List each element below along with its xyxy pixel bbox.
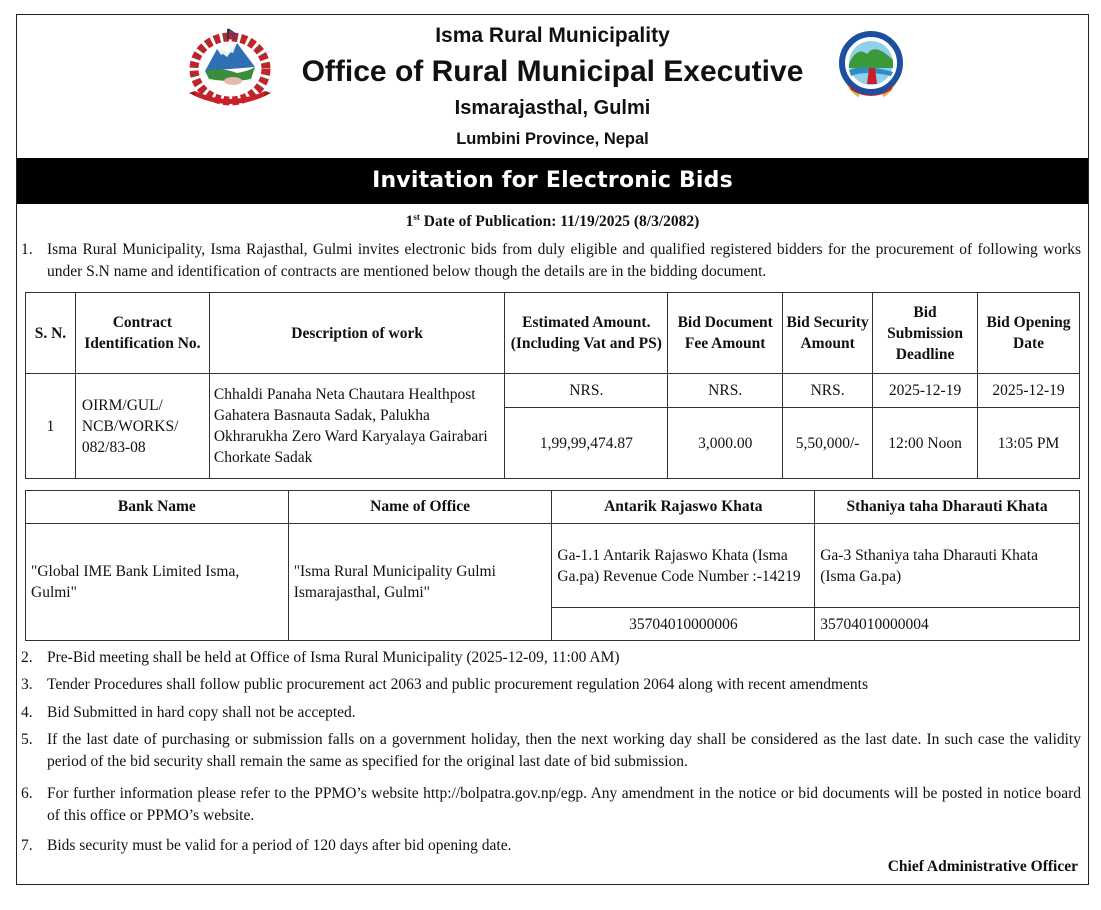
cell-doc-fee-amount: 3,000.00 bbox=[668, 408, 783, 479]
list-number: 1. bbox=[21, 241, 33, 258]
cell-estimated-currency: NRS. bbox=[505, 374, 668, 408]
list-number: 6. bbox=[21, 785, 33, 802]
table-header-row bbox=[26, 491, 1080, 524]
cell-description: Chhaldi Panaha Neta Chautara Healthpost Gahatera Basnauta Sadak, Palukha Okhrarukha Zero Ward Karyalaya Gairabari Chorkate Sadak bbox=[209, 374, 505, 479]
list-number: 4. bbox=[21, 704, 33, 721]
cell-submission-time: 12:00 Noon bbox=[873, 408, 978, 479]
intro-paragraph bbox=[21, 239, 1081, 283]
cell-sthaniya-account: 35704010000004 bbox=[815, 608, 1080, 641]
note-item bbox=[21, 647, 1081, 669]
cell-antarik-account: 35704010000006 bbox=[552, 608, 815, 641]
list-number: 2. bbox=[21, 649, 33, 666]
municipality-name: Isma Rural Municipality bbox=[435, 24, 670, 47]
note-text: Bids security must be valid for a period of 120 days after bid opening date. bbox=[47, 837, 512, 854]
list-number: 5. bbox=[21, 731, 33, 748]
note-text: Pre-Bid meeting shall be held at Office of Isma Rural Municipality (2025-12-09, 11:00 AM) bbox=[47, 649, 620, 666]
table-row bbox=[26, 374, 1080, 408]
col-header-office-name: Name of Office bbox=[288, 491, 552, 524]
note-item bbox=[21, 835, 1081, 857]
note-text: For further information please refer to the PPMO’s website http://bolpatra.gov.np/egp. Any amendment in the notice or bid documents will be posted in notice board of this office or PPMO’s website. bbox=[47, 785, 1081, 824]
publication-date bbox=[17, 212, 1088, 231]
contracts-table bbox=[25, 292, 1080, 479]
municipality-seal-icon bbox=[835, 28, 907, 104]
cell-opening-date: 2025-12-19 bbox=[978, 374, 1080, 408]
col-header-estimated-amount: Estimated Amount. (Including Vat and PS) bbox=[505, 293, 668, 374]
col-header-sn: S. N. bbox=[26, 293, 76, 374]
note-item bbox=[21, 674, 1081, 696]
publication-ordinal-suffix: st bbox=[413, 212, 420, 222]
table-row bbox=[26, 524, 1080, 608]
cell-submission-date: 2025-12-19 bbox=[873, 374, 978, 408]
col-header-opening-date: Bid Opening Date bbox=[978, 293, 1080, 374]
bank-accounts-table bbox=[25, 490, 1080, 641]
cell-office-name: "Isma Rural Municipality Gulmi Ismarajasthal, Gulmi" bbox=[288, 524, 552, 641]
cell-antarik-desc: Ga-1.1 Antarik Rajaswo Khata (Isma Ga.pa) Revenue Code Number :-14219 bbox=[552, 524, 815, 608]
note-item bbox=[21, 729, 1081, 773]
col-header-bank-name: Bank Name bbox=[26, 491, 289, 524]
note-text: Bid Submitted in hard copy shall not be accepted. bbox=[47, 704, 356, 721]
office-location: Ismarajasthal, Gulmi bbox=[454, 97, 651, 119]
table-header-row bbox=[26, 293, 1080, 374]
intro-text: Isma Rural Municipality, Isma Rajasthal, Gulmi invites electronic bids from duly eligible and qualified registered bidders for the procurement of following works under S.N name and identification of contracts are mentioned below though the details are in the bidding document. bbox=[47, 241, 1081, 280]
col-header-antarik-khata: Antarik Rajaswo Khata bbox=[552, 491, 815, 524]
col-header-bid-security: Bid Security Amount bbox=[783, 293, 873, 374]
note-text: Tender Procedures shall follow public procurement act 2063 and public procurement regulation 2064 along with recent amendments bbox=[47, 676, 869, 693]
publication-ordinal: 1 bbox=[405, 213, 414, 230]
list-number: 3. bbox=[21, 676, 33, 693]
col-header-description: Description of work bbox=[209, 293, 505, 374]
bid-notice-frame bbox=[16, 14, 1089, 885]
col-header-sthaniya-khata: Sthaniya taha Dharauti Khata bbox=[815, 491, 1080, 524]
note-item bbox=[21, 783, 1081, 827]
cell-sn: 1 bbox=[26, 374, 76, 479]
cell-contract-id: OIRM/GUL/ NCB/WORKS/ 082/83-08 bbox=[75, 374, 209, 479]
cell-sthaniya-desc: Ga-3 Sthaniya taha Dharauti Khata (Isma Ga.pa) bbox=[815, 524, 1080, 608]
signatory-title: Chief Administrative Officer bbox=[887, 858, 1078, 875]
note-item bbox=[21, 702, 1081, 724]
col-header-submission-deadline: Bid Submission Deadline bbox=[873, 293, 978, 374]
publication-date-text: Date of Publication: 11/19/2025 (8/3/2082) bbox=[419, 213, 700, 230]
col-header-contract-id: Contract Identification No. bbox=[75, 293, 209, 374]
cell-security-currency: NRS. bbox=[783, 374, 873, 408]
office-name: Office of Rural Municipal Executive bbox=[301, 55, 804, 88]
cell-estimated-amount: 1,99,99,474.87 bbox=[505, 408, 668, 479]
letterhead bbox=[17, 15, 1088, 159]
cell-opening-time: 13:05 PM bbox=[978, 408, 1080, 479]
cell-bank-name: "Global IME Bank Limited Isma, Gulmi" bbox=[26, 524, 289, 641]
note-text: If the last date of purchasing or submission falls on a government holiday, then the next working day shall be considered as the last date. In such case the validity period of the bid security shall remain the same as specified for the original last date of bid submission. bbox=[47, 731, 1081, 770]
list-number: 7. bbox=[21, 837, 33, 854]
cell-security-amount: 5,50,000/- bbox=[783, 408, 873, 479]
col-header-doc-fee: Bid Document Fee Amount bbox=[668, 293, 783, 374]
cell-doc-fee-currency: NRS. bbox=[668, 374, 783, 408]
notice-title: Invitation for Electronic Bids bbox=[17, 158, 1088, 204]
province: Lumbini Province, Nepal bbox=[456, 130, 649, 148]
